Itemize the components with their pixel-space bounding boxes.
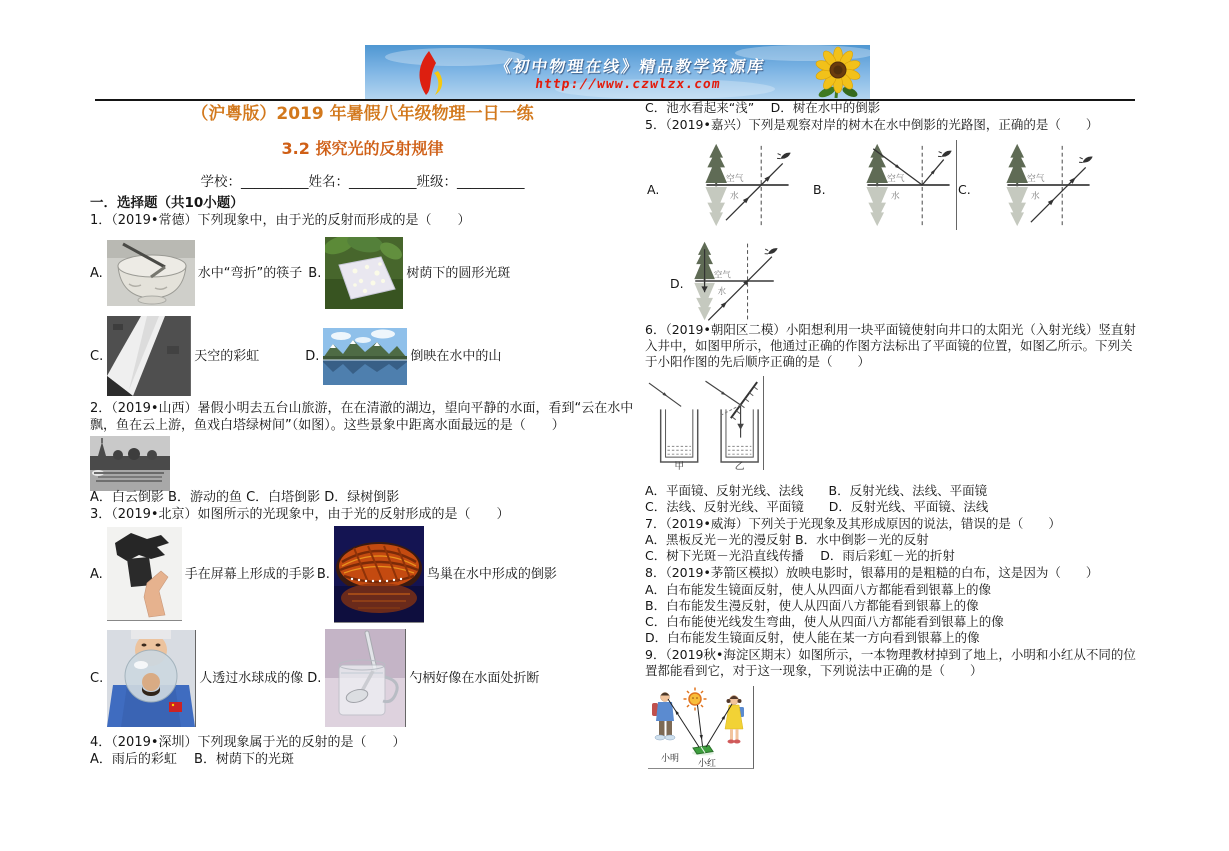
q5-stem: 5．（2019•嘉兴）下列是观察对岸的树木在水中倒影的光路图，正确的是（ ）	[645, 117, 1099, 132]
q7-stem: 7．（2019•威海）下列关于光现象及其形成原因的说法，错误的是（ ）	[645, 516, 1061, 531]
q3-stem: 3．（2019•北京）如图所示的光现象中，由于光的反射形成的是（ ）	[90, 507, 510, 522]
eye-icon	[763, 243, 779, 257]
tree-reflection	[1006, 185, 1028, 226]
page-title: （沪粤版）2019 年暑假八年级物理一日一练	[191, 104, 534, 124]
bowl-chopstick-photo	[107, 240, 195, 306]
q2-stem: 2．（2019•山西）暑假小明去五台山旅游，在在清澈的湖边，望向平静的水面，看到“云在水中飘，鱼在云上游，鱼戏白塔绿树间”（如图）。这些景象中距离水面最远的是（ ）	[90, 401, 634, 433]
q1-option-d-caption: 倒映在水中的山	[410, 348, 502, 364]
q5-option-d-label: D.	[670, 276, 684, 291]
q5-diagram-row-2	[645, 238, 1139, 326]
q5-diagram-row-1	[645, 140, 1139, 234]
q4-options-ab: A．雨后的彩虹 B．树荫下的光斑	[90, 752, 294, 767]
svg-text:甲: 甲	[674, 460, 685, 470]
svg-text:乙: 乙	[734, 460, 745, 470]
q3-option-c-caption: 人透过水球成的像	[199, 670, 304, 686]
water-ball-image-photo	[107, 630, 196, 727]
svg-text:小明: 小明	[661, 754, 680, 764]
q5-option-b-diagram	[861, 140, 957, 230]
q1-option-c-caption: 天空的彩虹	[194, 348, 260, 364]
rainbow-photo	[107, 316, 191, 396]
tree-icon	[866, 144, 888, 185]
q5-option-d-diagram	[687, 238, 782, 324]
svg-text:空气: 空气	[1026, 174, 1045, 185]
q5-option-c-diagram	[1001, 140, 1096, 230]
q6-stem: 6．（2019•朝阳区二模）小阳想利用一块平面镜使射向井口的太阳光（入射光线）竖直射入井中，如图甲所示，他通过正确的作图方法标出了平面镜的位置，如图乙所示。下列关于小阳作图的先后顺序正确的是（ ）	[645, 322, 1136, 369]
q1-option-b-label: B.	[308, 265, 322, 281]
site-banner	[365, 45, 870, 100]
q1-options-row-1	[90, 234, 635, 312]
site-logo-icon	[413, 49, 447, 97]
q1-stem: 1．（2019•常德）下列现象中，由于光的反射而形成的是（ ）	[90, 213, 471, 228]
q7-options-ab: A．黑板反光－光的漫反射 B．水中倒影－光的反射	[645, 532, 929, 547]
school-name-class-line: 学校：__________姓名：__________班级：__________	[200, 174, 525, 190]
q5-option-c-label: C.	[958, 182, 971, 197]
svg-text:水: 水	[890, 191, 900, 202]
svg-text:空气: 空气	[886, 174, 905, 185]
girl-figure-icon	[725, 696, 744, 744]
q8-option-d: D．白布能发生镜面反射，使人能在某一方向看到银幕上的像	[645, 630, 980, 645]
birds-nest-reflection-photo	[334, 526, 424, 623]
q1-option-a-label: A.	[90, 265, 103, 281]
q7-options-cd: C．树下光斑－光沿直线传播 D．雨后彩虹－光的折射	[645, 548, 955, 563]
q3-option-d-label: D.	[307, 670, 322, 686]
q1-option-a-caption: 水中“弯折”的筷子	[197, 265, 303, 281]
q6-wells-mirror-diagram	[648, 376, 764, 470]
banner-site-title: 《初中物理在线》精品教学资源库	[494, 56, 767, 76]
q8-option-b: B．白布能发生漫反射，使人从四面八方都能看到银幕上的像	[645, 598, 979, 613]
q5-option-a-label: A.	[647, 182, 660, 197]
q9-boy-sun-girl-book-figure	[648, 686, 754, 769]
tree-reflection	[705, 185, 727, 226]
q3-option-a-caption: 手在屏幕上形成的手影	[184, 566, 315, 582]
q4-stem: 4．（2019•深圳）下列现象属于光的反射的是（ ）	[90, 735, 406, 750]
eye-icon	[1077, 152, 1094, 166]
hand-shadow-photo	[107, 527, 182, 621]
q3-options-row-1	[90, 524, 635, 624]
q8-option-a: A．白布能发生镜面反射，使人从四面八方都能看到银幕上的像	[645, 582, 992, 597]
svg-text:空气: 空气	[725, 174, 744, 185]
q8-option-c: C．白布能使光线发生弯曲，使人从四面八方都能看到银幕上的像	[645, 614, 1004, 629]
tree-icon	[1006, 144, 1028, 185]
q3-option-b-label: B.	[316, 566, 330, 582]
svg-text:水: 水	[729, 191, 739, 202]
svg-text:水: 水	[717, 286, 727, 297]
page-subtitle: 3.2 探究光的反射规律	[281, 139, 444, 158]
mountain-lake-reflection-photo	[323, 328, 407, 385]
q3-option-a-label: A.	[90, 566, 103, 582]
sun-icon	[684, 688, 707, 711]
q3-option-c-label: C.	[90, 670, 104, 686]
lake-pagoda-reflection-photo	[90, 436, 170, 491]
q2-options-line: A．白云倒影 B．游动的鱼 C．白塔倒影 D．绿树倒影	[90, 490, 400, 505]
q1-options-row-2	[90, 314, 635, 398]
q3-option-b-caption: 鸟巢在水中形成的倒影	[426, 566, 557, 582]
eye-icon	[936, 146, 953, 160]
q9-stem: 9．（2019秋•海淀区期末）如图所示，一本物理教材掉到了地上，小明和小红从不同的位置都能看到它，对于这一现象，下列说法中正确的是（ ）	[645, 647, 1136, 678]
sunflower-icon	[812, 46, 864, 100]
q3-option-d-caption: 勺柄好像在水面处折断	[409, 670, 540, 686]
spoon-in-glass-photo	[325, 629, 406, 727]
q5-option-b-label: B.	[813, 182, 826, 197]
q6-options-cd: C．法线、反射光线、平面镜 D．反射光线、平面镜、法线	[645, 499, 989, 514]
svg-text:小红: 小红	[698, 759, 717, 769]
q8-stem: 8．（2019•茅箭区模拟）放映电影时，银幕用的是粗糙的白布，这是因为（ ）	[645, 565, 1099, 580]
eye-icon	[775, 148, 792, 162]
q4-options-cd: C．池水看起来“浅” D．树在水中的倒影	[645, 100, 881, 115]
q1-option-b-caption: 树荫下的圆形光斑	[406, 265, 511, 281]
q3-options-row-2	[90, 628, 635, 728]
svg-text:水: 水	[1030, 191, 1040, 202]
section-title: 一．选择题（共10小题）	[90, 195, 244, 211]
banner-site-url[interactable]: http://www.czwlzx.com	[534, 76, 722, 92]
sunlight-spots-paper-photo	[325, 237, 403, 309]
svg-text:空气: 空气	[713, 269, 731, 280]
tree-icon	[705, 144, 727, 185]
q1-option-d-label: D.	[305, 348, 320, 364]
q6-options-ab: A．平面镜、反射光线、法线 B．反射光线、法线、平面镜	[645, 483, 988, 498]
q1-option-c-label: C.	[90, 348, 104, 364]
boy-figure-icon	[652, 693, 675, 741]
q5-option-a-diagram	[700, 140, 795, 230]
tree-reflection	[866, 185, 888, 226]
